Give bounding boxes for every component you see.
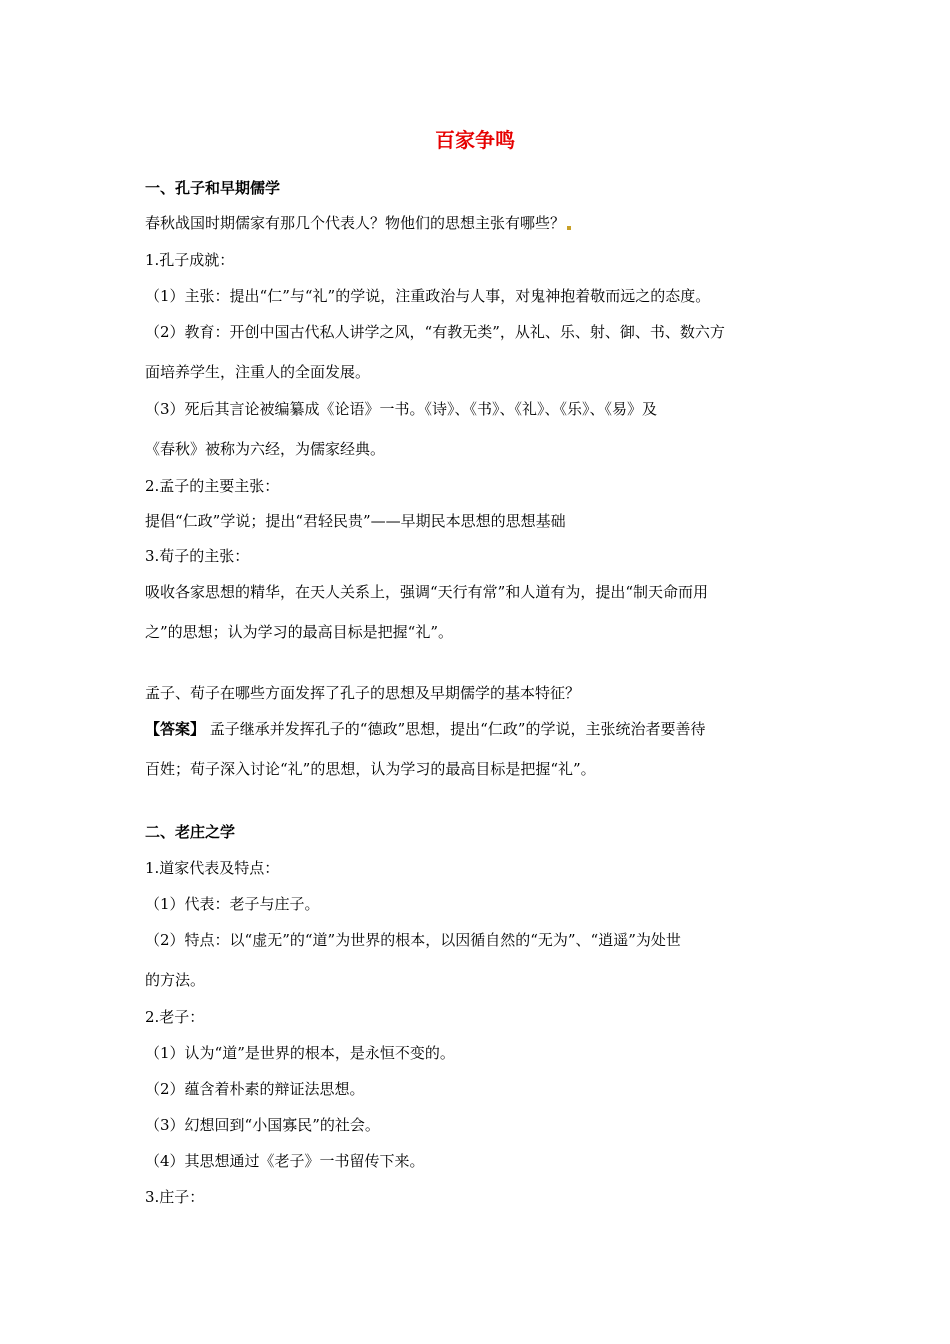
answer-line-2: 百姓；荀子深入讨论“礼”的思想，认为学习的最高目标是把握“礼”。 bbox=[145, 760, 596, 778]
section2-heading: 二、老庄之学 bbox=[145, 823, 236, 841]
question-2: 孟子、荀子在哪些方面发挥了孔子的思想及早期儒学的基本特征？ bbox=[145, 684, 581, 702]
xunzi-p1a: 吸收各家思想的精华，在天人关系上，强调“天行有常”和人道有为，提出“制天命而用 bbox=[145, 583, 709, 601]
daojia-heading: 1.道家代表及特点： bbox=[145, 859, 280, 877]
laozi-p2: （2）蕴含着朴素的辩证法思想。 bbox=[145, 1080, 365, 1098]
section1-question: 春秋战国时期儒家有那几个代表人？物他们的思想主张有哪些？ bbox=[145, 213, 571, 233]
section1-heading: 一、孔子和早期儒学 bbox=[145, 179, 281, 197]
kongzi-p2b: 面培养学生，注重人的全面发展。 bbox=[145, 363, 371, 381]
page-title: 百家争鸣 bbox=[435, 128, 515, 152]
daojia-p1: （1）代表：老子与庄子。 bbox=[145, 895, 320, 913]
laozi-p4: （4）其思想通过《老子》一书留传下来。 bbox=[145, 1152, 425, 1170]
xunzi-heading: 3.荀子的主张： bbox=[145, 547, 250, 565]
mengzi-heading: 2.孟子的主要主张： bbox=[145, 477, 280, 495]
kongzi-p1: （1）主张：提出“仁”与“礼”的学说，注重政治与人事，对鬼神抱着敬而远之的态度。 bbox=[145, 287, 711, 305]
laozi-heading: 2.老子： bbox=[145, 1008, 205, 1026]
daojia-p2a: （2）特点：以“虚无”的“道”为世界的根本，以因循自然的“无为”、“逍遥”为处世 bbox=[145, 931, 681, 949]
answer-line-1 bbox=[145, 719, 705, 739]
laozi-p1: （1）认为“道”是世界的根本，是永恒不变的。 bbox=[145, 1044, 455, 1062]
answer-text-a: 孟子继承并发挥孔子的“德政”思想，提出“仁政”的学说，主张统治者要善待 bbox=[209, 720, 706, 738]
zhuangzi-heading: 3.庄子： bbox=[145, 1188, 205, 1206]
answer-label: 【答案】 bbox=[145, 720, 206, 738]
kongzi-p3a: （3）死后其言论被编纂成《论语》一书。《诗》、《书》、《礼》、《乐》、《易》及 bbox=[145, 400, 658, 418]
marker-dot-icon bbox=[567, 226, 571, 230]
mengzi-p1: 提倡“仁政”学说；提出“君轻民贵”——早期民本思想的思想基础 bbox=[145, 512, 566, 530]
daojia-p2b: 的方法。 bbox=[145, 971, 206, 989]
kongzi-p3b: 《春秋》被称为六经，为儒家经典。 bbox=[145, 440, 386, 458]
kongzi-p2a: （2）教育：开创中国古代私人讲学之风，“有教无类”，从礼、乐、射、御、书、数六方 bbox=[145, 323, 725, 341]
xunzi-p1b: 之”的思想；认为学习的最高目标是把握“礼”。 bbox=[145, 623, 454, 641]
kongzi-heading: 1.孔子成就： bbox=[145, 251, 235, 269]
laozi-p3: （3）幻想回到“小国寡民”的社会。 bbox=[145, 1116, 380, 1134]
